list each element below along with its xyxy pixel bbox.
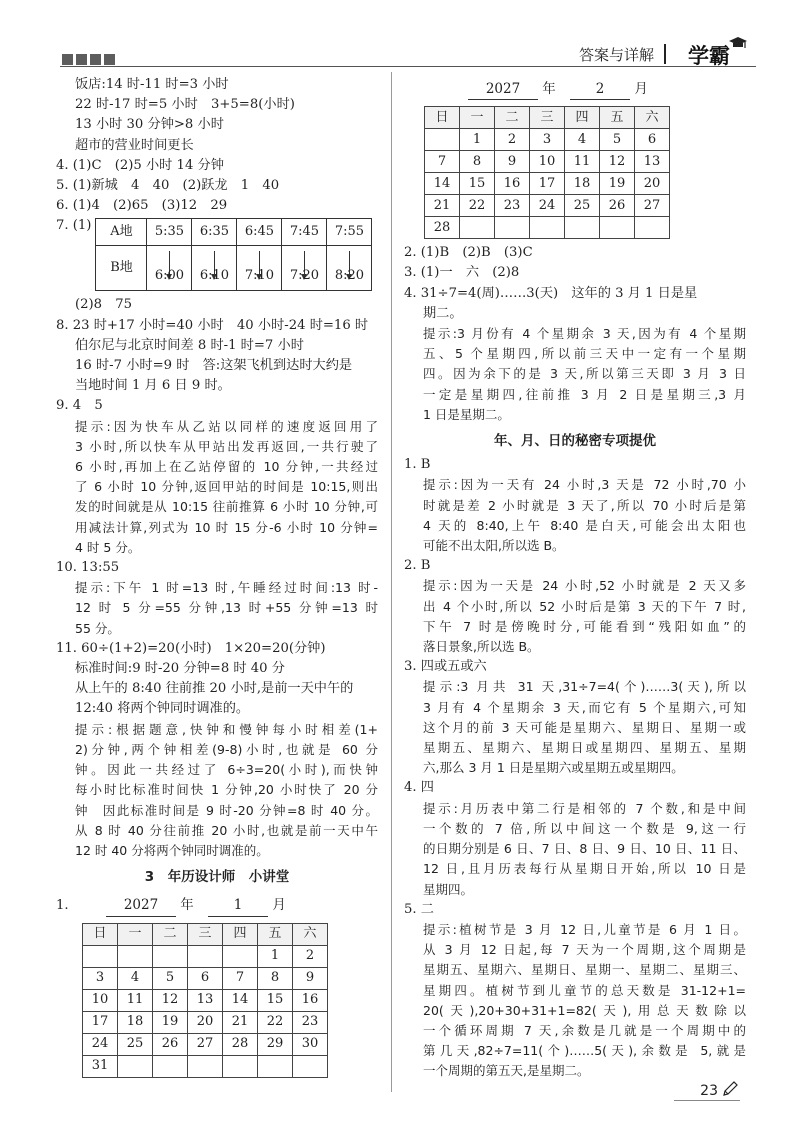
footer-rule	[674, 1100, 740, 1101]
calendar-month: 2	[570, 79, 630, 100]
time-row-label: A地	[96, 219, 147, 246]
answer-q11: 12:40 将两个钟同时调准的。	[75, 701, 250, 717]
month-unit: 月	[634, 81, 648, 97]
calendar-day-cell: 16	[495, 173, 530, 195]
calendar-day-cell: 2	[293, 945, 328, 967]
calendar-day-cell	[153, 1055, 188, 1077]
month-unit: 月	[272, 897, 286, 914]
hint-line: 一个循环周期 7 天,余数是几就是一个周期中的	[423, 1022, 746, 1038]
time-cell: 7:45	[282, 219, 327, 246]
calendar-day-cell: 23	[293, 1011, 328, 1033]
hint-line: 每小时比标准时间快 1 分钟,20 小时快了 20 分	[75, 782, 378, 798]
hint-line: 时就是差 2 小时就是 3 天了,所以 70 小时后是第	[423, 497, 746, 513]
calendar-day-cell: 21	[223, 1011, 258, 1033]
page-number: 23	[700, 1083, 718, 1099]
answer-q4: 4. (1)C (2)5 小时 14 分钟	[56, 157, 224, 173]
calendar-day-cell: 7	[223, 967, 258, 989]
answer-q4: 期二。	[423, 305, 463, 321]
calendar-day-cell: 8	[258, 967, 293, 989]
answer-q11: 标准时间:9 时-20 分钟=8 时 40 分	[75, 661, 285, 677]
hint-line: 钟 因此标准时间是 9 时-20 分钟=8 时 40 分。	[75, 802, 378, 818]
calendar-day-cell: 26	[600, 195, 635, 217]
time-cell: 7:10	[237, 246, 282, 291]
calendar-day-cell: 19	[600, 173, 635, 195]
calendar-day-cell: 10	[83, 989, 118, 1011]
time-cell: 6:00	[147, 246, 192, 291]
calendar-day-cell	[635, 217, 670, 239]
hint-line: 12 日,且月历表每行从星期日开始,所以 10 日是	[423, 861, 746, 877]
calendar-day-cell: 4	[118, 967, 153, 989]
hint-line: 了 6 小时 10 分钟,返回甲站的时间是 10:15,则出	[75, 479, 378, 495]
weekday-header: 五	[600, 107, 635, 129]
time-row-label: B地	[96, 246, 147, 291]
calendar-day-cell: 7	[425, 151, 460, 173]
answer-q11: 从上午的 8:40 往前推 20 小时,是前一天中午的	[75, 681, 354, 697]
calendar-day-cell: 28	[223, 1033, 258, 1055]
weekday-header: 一	[118, 923, 153, 945]
calendar-day-cell: 23	[495, 195, 530, 217]
hint-line: 4 天的 8:40,上午 8:40 是白天,可能会出太阳也	[423, 517, 746, 533]
time-cell: 7:20	[282, 246, 327, 291]
calendar-day-cell: 20	[635, 173, 670, 195]
weekday-header: 六	[293, 923, 328, 945]
hint-a2	[404, 576, 746, 657]
section-title: 3 年历设计师 小讲堂	[144, 869, 290, 886]
calendar-day-cell	[460, 217, 495, 239]
hint-line: 一定是星期四,往前推 3 月 2 日是星期三,3 月	[423, 386, 746, 402]
calendar-day-cell: 21	[425, 195, 460, 217]
answer-q7-label: 7. (1)	[56, 218, 92, 234]
hint-line: 一个周期的第五天,是星期二。	[423, 1063, 590, 1079]
hint-line: 钟。因此一共经过了 6÷3=20(小时),而快钟	[75, 762, 378, 778]
time-cell: 6:35	[192, 219, 237, 246]
calendar-week-row	[425, 151, 670, 173]
calendar-february	[424, 106, 670, 239]
answer-q9: 9. 4 5	[56, 398, 103, 414]
hint-line: 星期五、星期六、星期日或星期四、星期五、星期	[423, 740, 746, 756]
calendar-day-cell: 27	[635, 195, 670, 217]
question-number: 1.	[56, 898, 69, 914]
hint-line: 第几天,82÷7=11(个)……5(天),余数是 5,就是	[423, 1043, 746, 1059]
calendar-january	[82, 923, 328, 1078]
header-logo: 学霸	[688, 44, 730, 68]
weekday-header: 日	[83, 923, 118, 945]
answer-a4: 4. 四	[404, 780, 434, 796]
time-cell: 5:35	[147, 219, 192, 246]
calendar-day-cell: 9	[293, 967, 328, 989]
calendar-day-cell: 14	[223, 989, 258, 1011]
hint-a1	[404, 475, 746, 556]
calendar-day-cell: 11	[565, 151, 600, 173]
calendar-day-cell	[600, 217, 635, 239]
calendar-day-cell	[83, 945, 118, 967]
calendar-day-cell: 20	[188, 1011, 223, 1033]
answer-q7	[56, 216, 378, 295]
answer-q2: 2. (1)B (2)B (3)C	[404, 245, 533, 261]
calendar-day-cell	[495, 217, 530, 239]
hint-line: 20(天),20+30+31+1=82(天),用总天数除以	[423, 1002, 746, 1018]
calendar-day-cell: 1	[460, 129, 495, 151]
calendar-header-row	[83, 923, 328, 945]
calendar-week-row	[83, 945, 328, 967]
calendar-day-cell: 10	[530, 151, 565, 173]
calendar-week-row	[83, 967, 328, 989]
calendar-day-cell: 12	[600, 151, 635, 173]
time-table	[95, 218, 372, 291]
calendar-day-cell: 8	[460, 151, 495, 173]
answer-q8: 8. 23 时+17 小时=40 小时 40 小时-24 时=16 时	[56, 317, 369, 333]
calendar-day-cell	[565, 217, 600, 239]
calendar-caption	[468, 79, 746, 100]
hint-line: 3 小时,所以快车从甲站出发再返回,一共行驶了	[75, 438, 378, 454]
hint-line: 从 8 时 40 分往前推 20 小时,也就是前一天中午	[75, 822, 378, 838]
calendar-header-row	[425, 107, 670, 129]
calendar-day-cell	[118, 1055, 153, 1077]
answer-q11: 11. 60÷(1+2)=20(小时) 1×20=20(分钟)	[56, 640, 326, 656]
time-cell: 6:10	[192, 246, 237, 291]
hint-line: 四。因为余下的是 3 天,所以第三天即 3 月 3 日	[423, 366, 746, 382]
calendar-day-cell: 6	[188, 967, 223, 989]
column-divider	[391, 72, 392, 1092]
calendar-day-cell: 4	[565, 129, 600, 151]
hint-line: 2)分钟,两个钟相差(9-8)小时,也就是 60 分	[75, 741, 378, 757]
hint-line: 出 4 个小时,所以 52 小时后是第 3 天的下午 7 时,	[423, 598, 746, 614]
calendar-question	[56, 891, 378, 922]
calendar-year: 2027	[106, 895, 176, 916]
hint-line: 提示:3 月共 31 天,31÷7=4(个)……3(天),所以	[423, 679, 746, 695]
answer-line: 22 时-17 时=5 小时 3+5=8(小时)	[75, 97, 295, 113]
hint-q4	[404, 324, 746, 425]
calendar-day-cell: 29	[258, 1033, 293, 1055]
hint-line: 55 分。	[75, 620, 120, 636]
weekday-header: 二	[495, 107, 530, 129]
calendar-day-cell: 27	[188, 1033, 223, 1055]
hint-line: 的日期分别是 6 日、7 日、8 日、9 日、10 日、11 日、	[423, 841, 746, 857]
calendar-year: 2027	[468, 79, 538, 100]
weekday-header: 二	[153, 923, 188, 945]
answer-q8: 16 时-7 小时=9 时 答:这架飞机到达时大约是	[75, 358, 353, 374]
calendar-day-cell: 5	[153, 967, 188, 989]
calendar-day-cell: 13	[188, 989, 223, 1011]
calendar-day-cell: 16	[293, 989, 328, 1011]
calendar-day-cell: 22	[258, 1011, 293, 1033]
answer-a3: 3. 四或五或六	[404, 659, 487, 675]
weekday-header: 四	[565, 107, 600, 129]
hint-q9	[56, 417, 378, 558]
hint-line: 3 月有 4 个星期余 3 天,而它有 5 个星期六,可知	[423, 699, 746, 715]
calendar-day-cell	[258, 1055, 293, 1077]
hint-line: 12 时 40 分将两个钟同时调准的。	[75, 842, 269, 858]
weekday-header: 五	[258, 923, 293, 945]
hint-line: 用减法计算,列式为 10 时 15 分-6 小时 10 分钟=	[75, 519, 378, 535]
time-row-b	[96, 246, 372, 291]
answer-q4: 4. 31÷7=4(周)……3(天) 这年的 3 月 1 日是星	[404, 285, 698, 301]
answer-line: 饭店:14 时-11 时=3 小时	[75, 77, 229, 92]
calendar-day-cell: 25	[118, 1033, 153, 1055]
answer-q5: 5. (1)新城 4 40 (2)跃龙 1 40	[56, 178, 280, 194]
section-title: 年、月、日的秘密专项提优	[494, 433, 656, 450]
calendar-day-cell: 18	[565, 173, 600, 195]
calendar-day-cell	[425, 129, 460, 151]
time-cell: 8:20	[327, 246, 372, 291]
hint-line: 星期四。	[423, 881, 474, 897]
year-unit: 年	[542, 81, 556, 97]
calendar-day-cell: 2	[495, 129, 530, 151]
hint-line: 6 小时,再加上在乙站停留的 10 分钟,一共经过	[75, 459, 378, 475]
time-cell: 6:45	[237, 219, 282, 246]
calendar-day-cell: 3	[530, 129, 565, 151]
hint-line: 六,那么 3 月 1 日是星期六或星期五或星期四。	[423, 760, 684, 776]
hint-q10	[56, 578, 378, 639]
weekday-header: 四	[223, 923, 258, 945]
weekday-header: 日	[425, 107, 460, 129]
calendar-day-cell: 15	[460, 173, 495, 195]
calendar-day-cell: 28	[425, 217, 460, 239]
hint-line: 提示:因为快车从乙站以同样的速度返回用了	[75, 418, 378, 434]
hint-line: 提示:植树节是 3 月 12 日,儿童节是 6 月 1 日。	[423, 921, 746, 937]
answer-q3: 3. (1)一 六 (2)8	[404, 265, 520, 281]
calendar-day-cell: 6	[635, 129, 670, 151]
left-column	[56, 75, 378, 1078]
weekday-header: 三	[188, 923, 223, 945]
hint-line: 五、5 个星期四,所以前三天中一定有一个星期	[423, 346, 746, 362]
calendar-day-cell: 18	[118, 1011, 153, 1033]
calendar-week-row	[83, 989, 328, 1011]
weekday-header: 一	[460, 107, 495, 129]
hint-line: 一个数的 7 倍,所以中间这一个数是 9,这一行	[423, 820, 746, 836]
time-cell: 7:55	[327, 219, 372, 246]
hint-line: 从 3 月 12 日起,每 7 天为一个周期,这个周期是	[423, 942, 746, 958]
calendar-day-cell	[188, 1055, 223, 1077]
calendar-week-row	[425, 173, 670, 195]
answer-a1: 1. B	[404, 457, 431, 473]
calendar-week-row	[425, 129, 670, 151]
answer-q8: 伯尔尼与北京时间差 8 时-1 时=7 小时	[75, 337, 304, 353]
calendar-day-cell	[293, 1055, 328, 1077]
year-unit: 年	[180, 897, 194, 914]
hint-line: 落日景象,所以选 B。	[423, 639, 540, 655]
answer-line: 13 小时 30 分钟>8 小时	[75, 117, 224, 133]
calendar-day-cell: 17	[83, 1011, 118, 1033]
calendar-caption	[106, 895, 286, 916]
calendar-day-cell: 24	[83, 1033, 118, 1055]
calendar-month: 1	[208, 895, 268, 916]
hint-line: 提示:因为一天有 24 小时,3 天是 72 小时,70 小	[423, 477, 746, 493]
pencil-icon	[722, 1081, 738, 1097]
hint-a3	[404, 677, 746, 778]
graduation-cap-icon	[728, 36, 748, 52]
calendar-day-cell: 26	[153, 1033, 188, 1055]
calendar-day-cell: 11	[118, 989, 153, 1011]
calendar-day-cell: 9	[495, 151, 530, 173]
answer-q8: 当地时间 1 月 6 日 9 时。	[75, 378, 231, 394]
hint-a4	[404, 799, 746, 900]
hint-line: 提示:因为一天是 24 小时,52 小时就是 2 天又多	[423, 578, 746, 594]
calendar-day-cell	[223, 945, 258, 967]
weekday-header: 六	[635, 107, 670, 129]
answer-a2: 2. B	[404, 558, 431, 574]
calendar-day-cell	[118, 945, 153, 967]
hint-a5	[404, 920, 746, 1082]
answer-q7-part2: (2)8 75	[75, 297, 133, 313]
hint-line: 4 时 5 分。	[75, 539, 141, 555]
hint-line: 提示:下午 1 时=13 时,午睡经过时间:13 时-	[75, 580, 378, 596]
calendar-day-cell: 12	[153, 989, 188, 1011]
calendar-day-cell: 25	[565, 195, 600, 217]
calendar-day-cell	[188, 945, 223, 967]
calendar-week-row	[425, 195, 670, 217]
hint-line: 下午 7 时是傍晚时分,可能看到“残阳如血”的	[423, 618, 746, 634]
answer-a5: 5. 二	[404, 901, 434, 917]
hint-line: 提示:根据题意,快钟和慢钟每小时相差(1+	[75, 721, 378, 737]
calendar-day-cell: 31	[83, 1055, 118, 1077]
answer-line: 超市的营业时间更长	[75, 137, 194, 153]
time-row-a	[96, 219, 372, 246]
calendar-week-row	[425, 217, 670, 239]
header-title: 答案与详解	[578, 46, 654, 64]
calendar-day-cell: 24	[530, 195, 565, 217]
calendar-week-row	[83, 1011, 328, 1033]
calendar-day-cell: 15	[258, 989, 293, 1011]
calendar-day-cell: 1	[258, 945, 293, 967]
hint-line: 发的时间就是从 10:15 往前推算 6 小时 10 分钟,可	[75, 499, 378, 515]
hint-line: 可能不出太阳,所以选 B。	[423, 538, 565, 554]
hint-line: 提示:月历表中第二行是相邻的 7 个数,和是中间	[423, 800, 746, 816]
hint-line: 提示:3 月份有 4 个星期余 3 天,因为有 4 个星期	[423, 326, 746, 342]
calendar-week-row	[83, 1055, 328, 1077]
hint-line: 12 时 5 分=55 分钟,13 时+55 分钟=13 时	[75, 600, 378, 616]
calendar-day-cell: 5	[600, 129, 635, 151]
calendar-day-cell: 19	[153, 1011, 188, 1033]
calendar-day-cell: 14	[425, 173, 460, 195]
calendar-day-cell: 30	[293, 1033, 328, 1055]
answer-q6: 6. (1)4 (2)65 (3)12 29	[56, 198, 228, 214]
calendar-day-cell: 13	[635, 151, 670, 173]
calendar-week-row	[83, 1033, 328, 1055]
calendar-day-cell: 22	[460, 195, 495, 217]
hint-line: 星期四。植树节到儿童节的总天数是 31-12+1=	[423, 982, 746, 998]
header-rule	[60, 66, 756, 67]
calendar-day-cell	[153, 945, 188, 967]
calendar-day-cell: 3	[83, 967, 118, 989]
hint-line: 1 日是星期二。	[423, 406, 510, 422]
hint-line: 星期五、星期六、星期日、星期一、星期二、星期三、	[423, 962, 746, 978]
hint-line: 这个月的前 3 天可能是星期六、星期日、星期一或	[423, 719, 746, 735]
answer-q10: 10. 13:55	[56, 560, 120, 576]
hint-q11	[56, 720, 378, 861]
calendar-day-cell	[223, 1055, 258, 1077]
right-column	[404, 75, 746, 1082]
calendar-day-cell	[530, 217, 565, 239]
calendar-day-cell: 17	[530, 173, 565, 195]
weekday-header: 三	[530, 107, 565, 129]
header-separator	[664, 44, 666, 64]
